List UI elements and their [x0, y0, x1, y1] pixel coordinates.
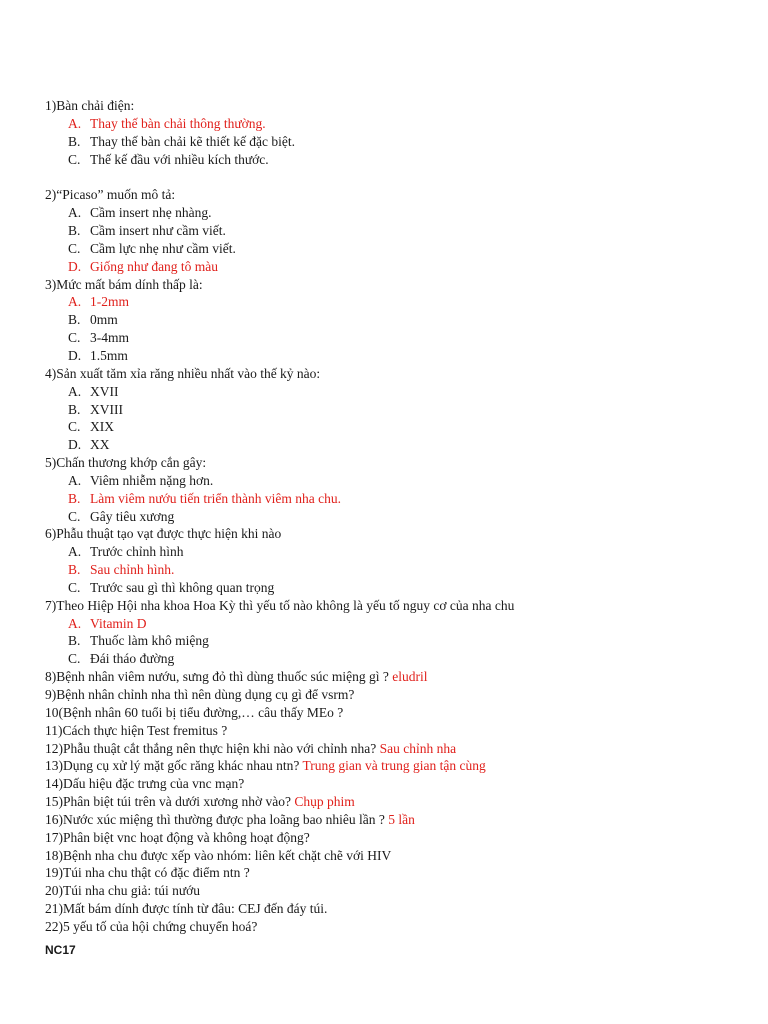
- question-text: [45, 525, 745, 543]
- option-letter: D.: [68, 437, 82, 453]
- option-letter: C.: [68, 330, 81, 346]
- option-list: [45, 383, 745, 454]
- option-letter: A.: [68, 544, 82, 560]
- question-label: 11)Cách thực hiện Test fremitus ?: [45, 722, 228, 738]
- question-text: [45, 829, 745, 847]
- question-text: [45, 757, 745, 775]
- question-text: [45, 276, 745, 294]
- question-label: 1)Bàn chải điện:: [45, 98, 135, 113]
- option: [45, 133, 745, 151]
- option-text: Thay thế bàn chải thông thường.: [90, 115, 266, 131]
- option-text: Cầm lực nhẹ như cầm viết.: [90, 240, 236, 256]
- option: [45, 579, 745, 597]
- question-label: 13)Dụng cụ xử lý mặt gốc răng khác nhau ntn?: [45, 758, 303, 774]
- option-letter: C.: [68, 508, 81, 524]
- option: [45, 347, 745, 365]
- option-text: Làm viêm nướu tiến triển thành viêm nha chu.: [90, 490, 342, 506]
- question-label: 3)Mức mất bám dính thấp là:: [45, 276, 203, 292]
- option: [45, 472, 745, 490]
- option-text: Trước sau gì thì không quan trọng: [90, 579, 275, 595]
- option-list: [45, 115, 745, 169]
- question-text: [45, 900, 745, 918]
- option: [45, 543, 745, 561]
- question-text: [45, 597, 745, 615]
- option-letter: C.: [68, 651, 81, 667]
- question-label: 15)Phân biệt túi trên và dưới xương nhờ vào?: [45, 794, 295, 810]
- question-text: [45, 864, 745, 882]
- question-label: 20)Túi nha chu giả: túi nướu: [45, 883, 201, 899]
- option-text: 1.5mm: [90, 347, 128, 363]
- question-label: 8)Bệnh nhân viêm nướu, sưng đỏ thì dùng thuốc súc miệng gì ?: [45, 669, 393, 685]
- option-text: Đái tháo đường: [90, 651, 175, 667]
- option-text: Cầm insert nhẹ nhàng.: [90, 205, 212, 221]
- option-text: Thế kế đầu với nhiều kích thước.: [90, 151, 269, 167]
- option-text: Thuốc làm khô miệng: [90, 633, 209, 649]
- option-list: [45, 293, 745, 364]
- option: [45, 329, 745, 347]
- question-label: 18)Bệnh nha chu được xếp vào nhóm: liên kết chặt chẽ với HIV: [45, 847, 392, 863]
- option-letter: A.: [68, 115, 82, 131]
- option-text: Viêm nhiễm nặng hơn.: [90, 472, 214, 488]
- page-footer: NC17: [45, 943, 76, 957]
- question-text: [45, 365, 745, 383]
- option-letter: A.: [68, 472, 82, 488]
- question-label: 19)Túi nha chu thật có đặc điểm ntn ?: [45, 865, 250, 881]
- question-label: 10(Bệnh nhân 60 tuổi bị tiểu đường,… câu thấy MEo ?: [45, 704, 344, 720]
- question-text: [45, 704, 745, 722]
- option-text: 1-2mm: [90, 294, 129, 310]
- option-letter: A.: [68, 383, 82, 399]
- question-label: 14)Dấu hiệu đặc trưng của vnc mạn?: [45, 776, 245, 792]
- option-list: [45, 615, 745, 669]
- option: [45, 222, 745, 240]
- option-text: Trước chỉnh hình: [90, 544, 184, 560]
- inline-answer: Trung gian và trung gian tận cùng: [302, 758, 486, 774]
- question-label: 12)Phẫu thuật cắt thắng nên thực hiện khi nào với chỉnh nha?: [45, 740, 380, 756]
- option: [45, 311, 745, 329]
- question-label: 7)Theo Hiệp Hội nha khoa Hoa Kỳ thì yếu tố nào không là yếu tố nguy cơ của nha chu: [45, 597, 515, 613]
- question-text: [45, 454, 745, 472]
- option-letter: B.: [68, 223, 81, 239]
- option-letter: C.: [68, 419, 81, 435]
- question-text: [45, 740, 745, 758]
- option-text: Sau chỉnh hình.: [90, 562, 175, 578]
- question-text: [45, 668, 745, 686]
- option-text: XVII: [90, 383, 119, 399]
- question-text: [45, 686, 745, 704]
- correct-option: [45, 490, 745, 508]
- option-list: [45, 472, 745, 526]
- option-letter: A.: [68, 294, 82, 310]
- question-list: [45, 97, 745, 936]
- option: [45, 151, 745, 169]
- correct-option: [45, 115, 745, 133]
- correct-option: [45, 615, 745, 633]
- question-label: 21)Mất bám dính được tính từ đâu: CEJ đến đáy túi.: [45, 901, 328, 917]
- inline-answer: eludril: [392, 669, 428, 685]
- option: [45, 508, 745, 526]
- question-text: [45, 811, 745, 829]
- question-text: [45, 793, 745, 811]
- option-text: XIX: [90, 419, 114, 435]
- option-text: 3-4mm: [90, 330, 129, 346]
- option-letter: C.: [68, 151, 81, 167]
- option-letter: A.: [68, 205, 82, 221]
- question-text: [45, 722, 745, 740]
- option-letter: B.: [68, 401, 81, 417]
- option-text: XX: [90, 437, 110, 453]
- option-text: Vitamin D: [90, 615, 147, 631]
- option: [45, 650, 745, 668]
- option: [45, 401, 745, 419]
- option-text: 0mm: [90, 312, 118, 328]
- question-text: [45, 775, 745, 793]
- question-label: 4)Sản xuất tăm xỉa răng nhiều nhất vào thế kỷ nào:: [45, 365, 321, 381]
- question-label: 9)Bệnh nhân chỉnh nha thì nên dùng dụng cụ gì để vsrm?: [45, 687, 355, 702]
- option-text: Cầm insert như cầm viết.: [90, 223, 226, 239]
- question-text: [45, 847, 745, 865]
- option-text: XVIII: [90, 401, 123, 417]
- inline-answer: Chụp phim: [294, 794, 355, 810]
- inline-answer: 5 lần: [388, 811, 415, 827]
- option: [45, 436, 745, 454]
- option-letter: B.: [68, 562, 81, 578]
- question-label: 16)Nước xúc miệng thì thường được pha loãng bao nhiêu lần ?: [45, 811, 389, 827]
- question-label: 2)“Picaso” muốn mô tả:: [45, 187, 176, 203]
- question-text: [45, 186, 745, 204]
- question-label: 5)Chấn thương khớp cắn gây:: [45, 455, 207, 471]
- option-text: Thay thế bàn chải kẽ thiết kế đặc biệt.: [90, 133, 296, 149]
- option-letter: C.: [68, 579, 81, 595]
- question-text: [45, 882, 745, 900]
- option: [45, 383, 745, 401]
- spacer: [45, 168, 745, 186]
- question-label: 17)Phân biệt vnc hoạt động và không hoạt động?: [45, 829, 310, 845]
- correct-option: [45, 293, 745, 311]
- option: [45, 632, 745, 650]
- question-label: 6)Phẫu thuật tạo vạt được thực hiện khi nào: [45, 526, 282, 542]
- question-text: [45, 918, 745, 936]
- option-letter: B.: [68, 133, 81, 149]
- option: [45, 418, 745, 436]
- option-letter: B.: [68, 312, 81, 328]
- option-list: [45, 204, 745, 275]
- option-letter: B.: [68, 633, 81, 649]
- question-text: [45, 97, 745, 115]
- option-letter: D.: [68, 347, 82, 363]
- option-text: Giống như đang tô màu: [90, 258, 219, 274]
- option-list: [45, 543, 745, 597]
- option-letter: A.: [68, 615, 82, 631]
- option-letter: C.: [68, 240, 81, 256]
- option-letter: D.: [68, 258, 82, 274]
- option: [45, 204, 745, 222]
- correct-option: [45, 258, 745, 276]
- question-label: 22)5 yếu tố của hội chứng chuyển hoá?: [45, 918, 258, 934]
- correct-option: [45, 561, 745, 579]
- option-letter: B.: [68, 490, 81, 506]
- option-text: Gây tiêu xương: [90, 508, 175, 524]
- inline-answer: Sau chỉnh nha: [379, 740, 457, 756]
- option: [45, 240, 745, 258]
